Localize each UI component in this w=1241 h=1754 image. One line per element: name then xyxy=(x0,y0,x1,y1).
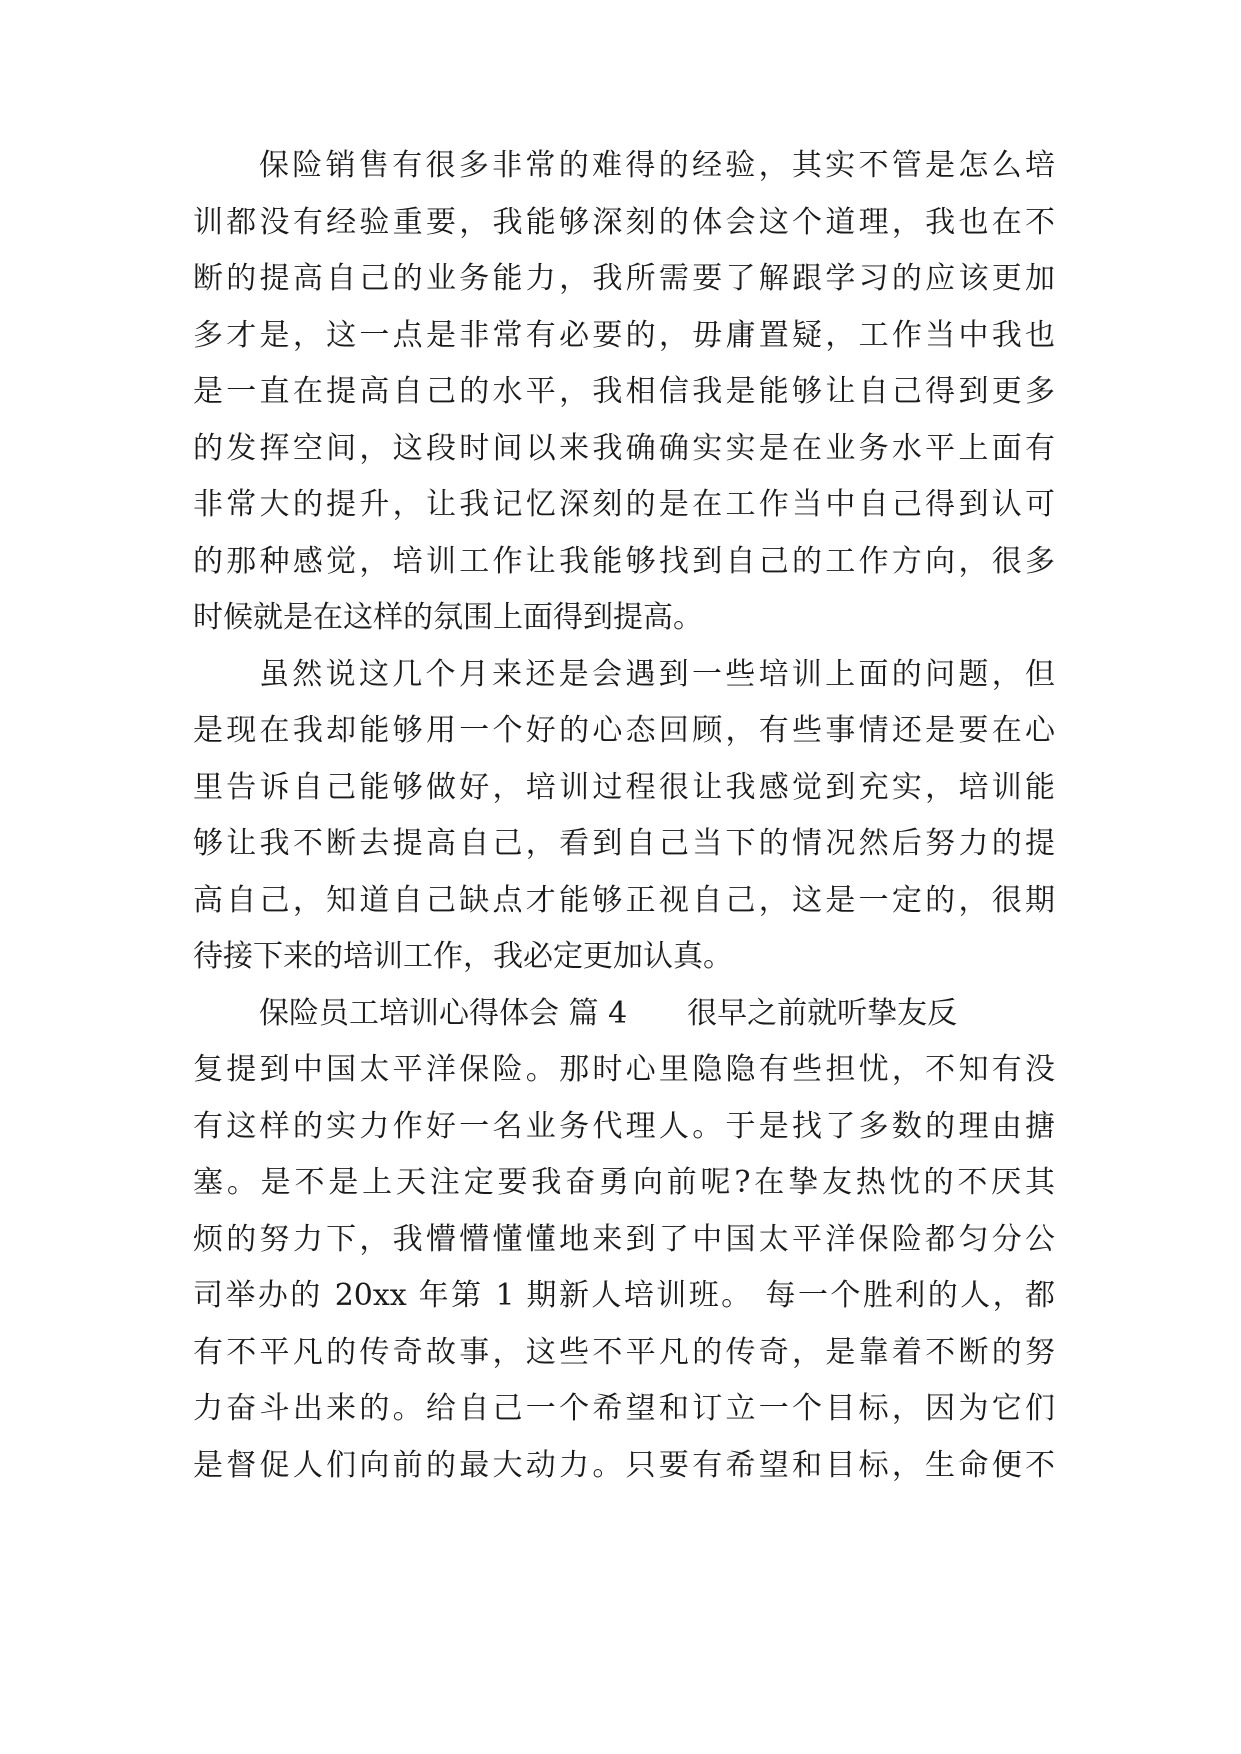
text-line xyxy=(193,986,1055,1043)
text-line: 复提到中国太平洋保险。那时心里隐隐有些担忧，不知有没 xyxy=(193,1052,1055,1087)
text-line: 有这样的实力作好一名业务代理人。于是找了多数的理由搪 xyxy=(193,1108,1055,1144)
text-line: 的发挥空间，这段时间以来我确确实实是在业务水平上面有 xyxy=(193,430,1055,466)
text-line: 够让我不断去提高自己，看到自己当下的情况然后努力的提 xyxy=(193,826,1055,861)
text-line: 是现在我却能够用一个好的心态回顾，有些事情还是要在心 xyxy=(193,713,1055,748)
text-line: 是督促人们向前的最大动力。只要有希望和目标，生命便不 xyxy=(193,1447,1055,1483)
text-line: 里告诉自己能够做好，培训过程很让我感觉到充实，培训能 xyxy=(193,769,1055,805)
text-line: 多才是，这一点是非常有必要的，毋庸置疑，工作当中我也 xyxy=(193,317,1055,353)
text-line: 待接下来的培训工作，我必定更加认真。 xyxy=(193,939,733,974)
text-line: 力奋斗出来的。给自己一个希望和订立一个目标，因为它们 xyxy=(193,1391,1055,1426)
section-first-line: 很早之前就听挚友反 xyxy=(687,995,958,1031)
text-line: 塞。是不是上天注定要我奋勇向前呢?在挚友热忱的不厌其 xyxy=(193,1165,1055,1200)
text-line: 高自己，知道自己缺点才能够正视自己，这是一定的，很期 xyxy=(193,882,1055,918)
text-line: 是一直在提高自己的水平，我相信我是能够让自己得到更多 xyxy=(193,374,1055,409)
text-line: 烦的努力下，我懵懵懂懂地来到了中国太平洋保险都匀分公 xyxy=(193,1221,1055,1257)
text-line: 的那种感觉，培训工作让我能够找到自己的工作方向，很多 xyxy=(193,543,1055,579)
paragraph-2 xyxy=(193,647,1055,986)
text-line: 虽然说这几个月来还是会遇到一些培训上面的问题，但 xyxy=(259,656,1055,692)
text-line: 时候就是在这样的氛围上面得到提高。 xyxy=(193,600,703,635)
paragraph-3 xyxy=(193,986,1055,1495)
text-line: 保险销售有很多非常的难得的经验，其实不管是怎么培 xyxy=(259,148,1055,183)
paragraph-1 xyxy=(193,138,1055,647)
text-line: 训都没有经验重要，我能够深刻的体会这个道理，我也在不 xyxy=(193,204,1055,240)
text-line: 非常大的提升，让我记忆深刻的是在工作当中自己得到认可 xyxy=(193,487,1055,522)
section-heading: 保险员工培训心得体会 篇 4 xyxy=(259,995,628,1031)
document-body xyxy=(193,138,1055,1494)
text-line: 断的提高自己的业务能力，我所需要了解跟学习的应该更加 xyxy=(193,261,1055,296)
text-line: 有不平凡的传奇故事，这些不平凡的传奇，是靠着不断的努 xyxy=(193,1334,1055,1370)
text-line: 司举办的 20xx 年第 1 期新人培训班。 每一个胜利的人，都 xyxy=(193,1278,1055,1313)
